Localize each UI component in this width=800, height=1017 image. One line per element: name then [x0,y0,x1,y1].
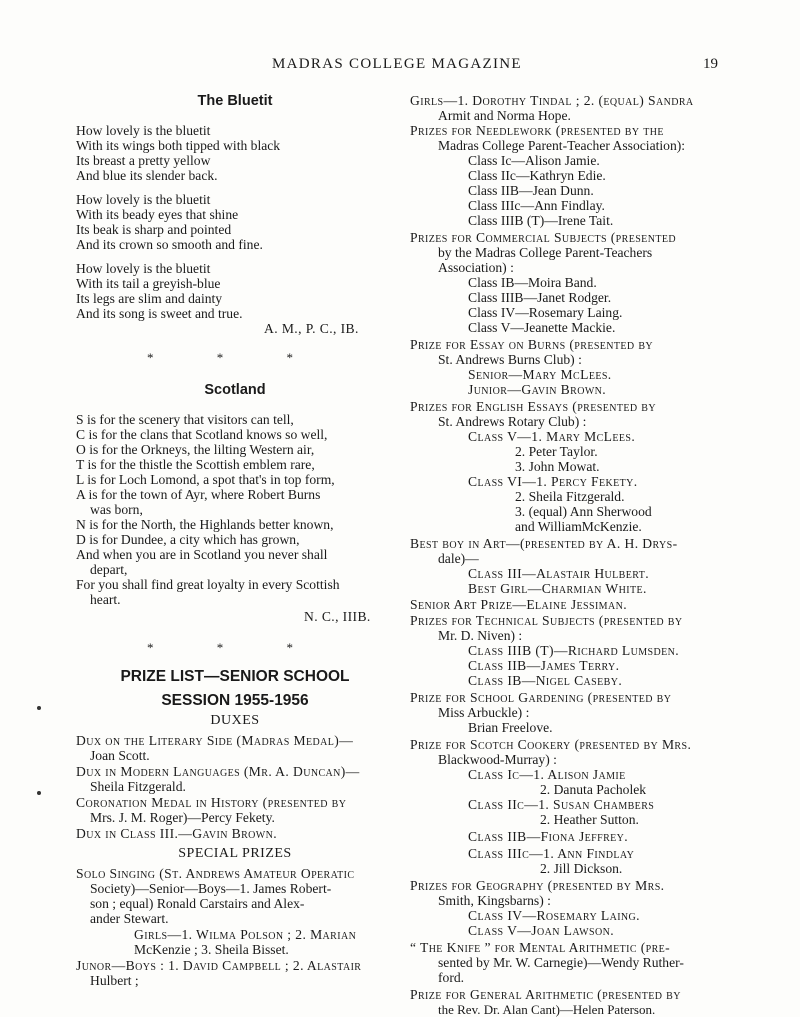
prize-line: Brian Freelove. [468,720,553,735]
prize-line: Joan Scott. [90,748,150,763]
prize-line: Hulbert ; [90,973,139,988]
prize-line: Armit and Norma Hope. [438,108,571,123]
prize-line: Dux in Modern Languages (Mr. A. Duncan)— [76,764,360,779]
prize-line: 2. Jill Dickson. [540,861,623,876]
prize-line: Prizes for English Essays (presented by [410,399,656,414]
prize-line: 2. Heather Sutton. [540,812,639,827]
prize-line: Prize for Scotch Cookery (presented by Mrs. [410,737,692,752]
prize-line: Coronation Medal in History (presented by [76,795,347,810]
prize-line: Class IB—Moira Band. [468,275,597,290]
prize-line: 2. Danuta Pacholek [540,782,647,797]
poem-line: heart. [90,592,121,607]
poem-line: And its crown so smooth and fine. [76,237,263,252]
prize-line: “ The Knife ” for Mental Arithmetic (pre- [410,940,671,955]
prize-line: 2. Peter Taylor. [515,444,598,459]
prize-line: Junior—Gavin Brown. [468,382,607,397]
prize-line: Class Ic—1. Alison Jamie [468,767,626,782]
prize-line: Class IIIc—Ann Findlay. [468,198,605,213]
poem-author: N. C., IIIB. [304,609,371,624]
poem-line: C is for the clans that Scotland knows so well, [76,427,328,442]
poem-line: How lovely is the bluetit [76,261,211,276]
poem-line: was born, [90,502,143,517]
page-header [0,56,800,80]
poem-author: A. M., P. C., IB. [264,321,359,336]
prize-line: Girls—1. Wilma Polson ; 2. Marian [134,927,357,942]
prize-line: St. Andrews Burns Club) : [438,352,582,367]
prize-line: and WilliamMcKenzie. [515,519,642,534]
prize-line: Prize for School Gardening (presented by [410,690,672,705]
prize-line: Class IIIc—1. Ann Findlay [468,846,635,861]
prize-line: Class IIB—Fiona Jeffrey. [468,829,629,844]
prize-line: Class IB—Nigel Caseby. [468,673,623,688]
prize-line: Class IIB—James Terry. [468,658,620,673]
poem-line: And when you are in Scotland you never shall [76,547,328,562]
section-separator: * * * [147,640,323,655]
prize-line: Class IIIB (T)—Richard Lumsden. [468,643,680,658]
prize-line: Sheila Fitzgerald. [90,779,186,794]
poem-line: With its wings both tipped with black [76,138,281,153]
poem-line: L is for Loch Lomond, a spot that's in top form, [76,472,335,487]
prize-line: Class IV—Rosemary Laing. [468,908,640,923]
poem-line: And blue its slender back. [76,168,218,183]
poem-line: How lovely is the bluetit [76,192,211,207]
section-separator: * * * [147,350,323,365]
prize-line: Class IIc—Kathryn Edie. [468,168,606,183]
prize-line: Miss Arbuckle) : [438,705,530,720]
prize-line: the Rev. Dr. Alan Cant)—Helen Paterson. [438,1002,656,1017]
prize-line: Dux in Class III.—Gavin Brown. [76,826,278,841]
prize-line: Senior Art Prize—Elaine Jessiman. [410,597,628,612]
prize-line: Class VI—1. Percy Fekety. [468,474,638,489]
prize-line: Mr. D. Niven) : [438,628,523,643]
prize-line: Class Ic—Alison Jamie. [468,153,600,168]
prize-line: Class V—1. Mary McLees. [468,429,636,444]
poem-title-bluetit: The Bluetit [197,93,273,109]
poem-line: With its beady eyes that shine [76,207,239,222]
prize-line: 3. (equal) Ann Sherwood [515,504,652,519]
prize-line: dale)— [438,551,479,566]
prize-line: by the Madras College Parent-Teachers [438,245,653,260]
prize-line: Girls—1. Dorothy Tindal ; 2. (equal) Sandra [410,93,694,108]
prize-line: Blackwood-Murray) : [438,752,557,767]
margin-mark [37,791,41,795]
prize-line: Smith, Kingsbarns) : [438,893,551,908]
prize-line: Senior—Mary McLees. [468,367,612,382]
prize-line: Class IIB—Jean Dunn. [468,183,594,198]
prize-line: Solo Singing (St. Andrews Amateur Operatic [76,866,355,881]
prize-line: Prize for Essay on Burns (presented by [410,337,654,352]
poem-line: Its breast a pretty yellow [76,153,211,168]
prize-line: Madras College Parent-Teacher Association): [438,138,686,153]
poem-line: S is for the scenery that visitors can tell, [76,412,294,427]
prize-line: Best boy in Art—(presented by A. H. Drys- [410,536,678,551]
prize-line: son ; equal) Ronald Carstairs and Alex- [90,896,305,911]
prize-line: Class IIIB—Janet Rodger. [468,290,612,305]
prize-line: Prizes for Commercial Subjects (presented [410,230,676,245]
prize-line: Class IV—Rosemary Laing. [468,305,623,320]
prize-line: 3. John Mowat. [515,459,600,474]
poem-line: How lovely is the bluetit [76,123,211,138]
poem-line: D is for Dundee, a city which has grown, [76,532,300,547]
poem-line: For you shall find great loyalty in every Scottish [76,577,340,592]
prize-line: Association) : [438,260,514,275]
prize-line: Class V—Joan Lawson. [468,923,615,938]
poem-line: O is for the Orkneys, the lilting Western air, [76,442,315,457]
poem-line: Its legs are slim and dainty [76,291,223,306]
prize-line: Society)—Senior—Boys—1. James Robert- [90,881,332,896]
special-prizes-heading: SPECIAL PRIZES [178,846,292,861]
prize-line: McKenzie ; 3. Sheila Bisset. [134,942,289,957]
poem-line: N is for the North, the Highlands better known, [76,517,334,532]
prize-line: Prizes for Needlework (presented by the [410,123,664,138]
prize-line: Prizes for Geography (presented by Mrs. [410,878,665,893]
prize-line: sented by Mr. W. Carnegie)—Wendy Ruther- [438,955,684,970]
prize-line: Junor—Boys : 1. David Campbell ; 2. Alastair [76,958,362,973]
prize-line: Best Girl—Charmian White. [468,581,647,596]
prize-line: ford. [438,970,465,985]
poem-line: depart, [90,562,128,577]
poem-line: With its tail a greyish-blue [76,276,221,291]
prize-line: St. Andrews Rotary Club) : [438,414,587,429]
margin-mark [37,706,41,710]
duxes-heading: DUXES [210,713,260,728]
prize-line: Prizes for Technical Subjects (presented by [410,613,683,628]
prize-line: Class V—Jeanette Mackie. [468,320,616,335]
magazine-title: MADRAS COLLEGE MAGAZINE [272,56,522,72]
prize-line: Mrs. J. M. Roger)—Percy Fekety. [90,810,275,825]
poem-line: A is for the town of Ayr, where Robert Burns [76,487,321,502]
poem-title-scotland: Scotland [204,382,266,398]
prize-line: Class IIc—1. Susan Chambers [468,797,655,812]
prize-line: Prize for General Arithmetic (presented by [410,987,681,1002]
session-title: SESSION 1955-1956 [161,692,309,709]
page-number: 19 [703,56,718,72]
poem-line: And its song is sweet and true. [76,306,243,321]
prize-line: Class III—Alastair Hulbert. [468,566,650,581]
prize-list-title: PRIZE LIST—SENIOR SCHOOL [120,668,350,685]
poem-line: T is for the thistle the Scottish emblem rare, [76,457,315,472]
prize-line: 2. Sheila Fitzgerald. [515,489,625,504]
poem-line: Its beak is sharp and pointed [76,222,232,237]
prize-line: ander Stewart. [90,911,169,926]
prize-line: Class IIIB (T)—Irene Tait. [468,213,614,228]
prize-line: Dux on the Literary Side (Madras Medal)— [76,733,354,748]
